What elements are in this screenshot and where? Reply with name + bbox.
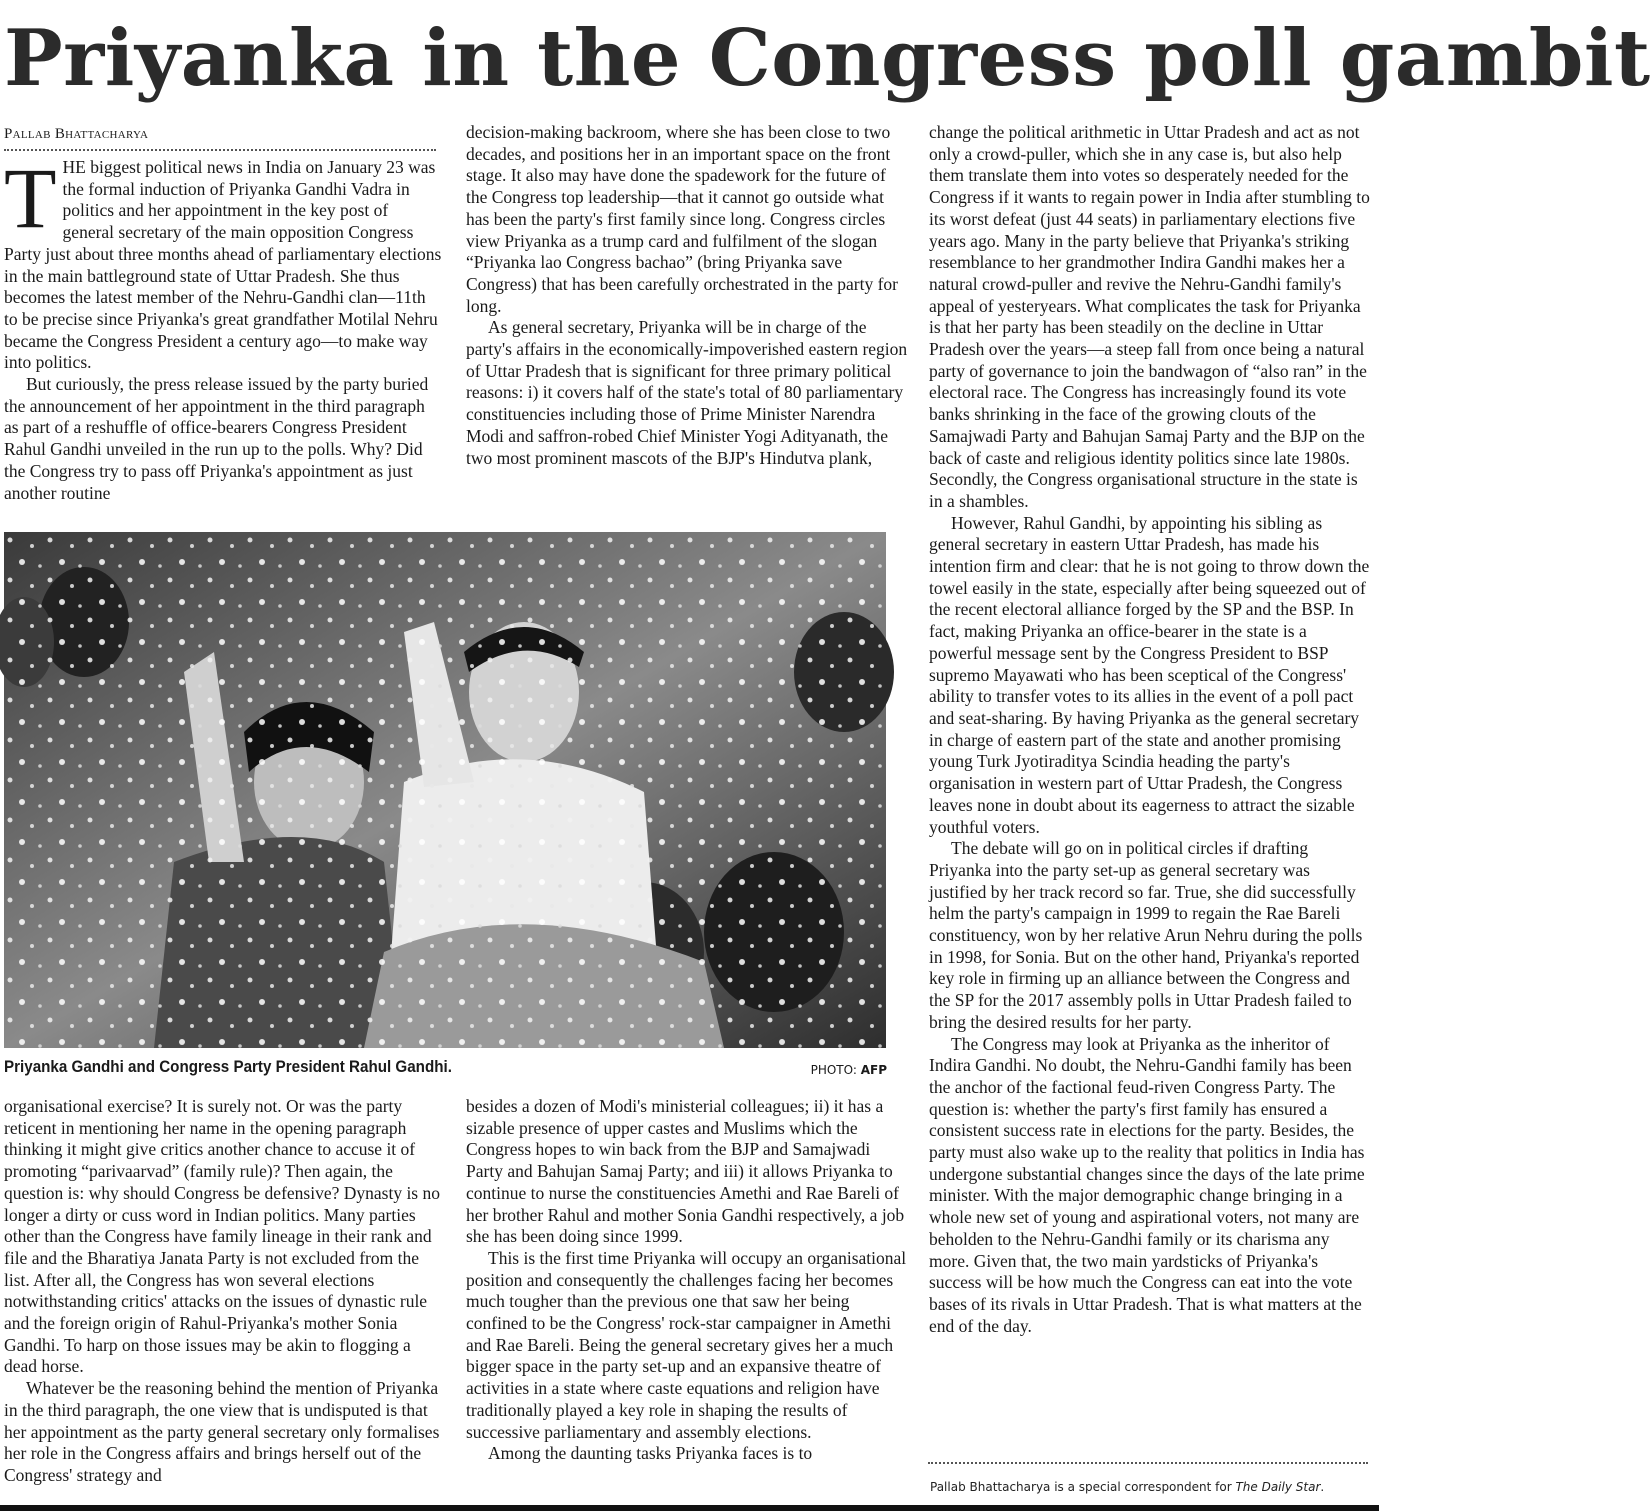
paragraph: besides a dozen of Modi's ministerial colleagues; ii) it has a sizable presence of upper castes and Muslims which the Congress hopes to win back from the BJP and Samajwadi Party and Bahujan Samaj Party; and iii) it allows Priyanka to continue to nurse the constituencies Amethi and Rae Bareli of her brother Rahul and mother Sonia Gandhi respectively, a job she has been doing since 1999. [466,1096,905,1247]
column-2-top [466,122,910,469]
author-footnote: Pallab Bhattacharya is a special correspondent for The Daily Star. [930,1480,1325,1494]
paragraph: decision-making backroom, where she has been close to two decades, and positions her in an important space on the front stage. It also may have done the spadework for the future of the Congress top leadership—that it cannot go outside what has been the party's first family since long. Congress circles view Priyanka as a trump card and fulfilment of the slogan “Priyanka lao Congress bachao” (bring Priyanka save Congress) that has been carefully orchestrated in the party for long. [466,122,898,316]
paragraph: Whatever be the reasoning behind the mention of Priyanka in the third paragraph, the one view that is undisputed is that her appointment as the party general secretary only formalises her role in the Congress affairs and brings herself out of the Congress' strategy and [4,1378,440,1485]
photo-illustration [4,532,886,1048]
byline-author: Pallab Bhattacharya [4,126,149,142]
footnote-divider [928,1462,1368,1464]
news-photo [4,532,886,1048]
page-bottom-rule [0,1505,1379,1511]
paragraph: The Congress may look at Priyanka as the inheritor of Indira Gandhi. No doubt, the Nehru-Gandhi family has been the anchor of the factional feud-riven Congress Party. The question is: whether the party's first family has ensured a consistent success rate in elections for the party. Besides, the party must also wake up to the reality that politics in India has undergone substantial changes since the days of the late prime minister. With the major demographic change bringing in a whole new set of young and aspirational voters, not many are beholden to the Nehru-Gandhi family or its charisma any more. Given that, the two main yardsticks of Priyanka's success will be how much the Congress can eat into the vote bases of its rivals in Uttar Pradesh. That is what matters at the end of the day. [929,1033,1365,1336]
column-3 [929,122,1371,1337]
drop-cap: T [4,150,57,246]
paragraph: As general secretary, Priyanka will be in charge of the party's affairs in the economically-impoverished eastern region of Uttar Pradesh that is significant for three primary political reasons: i) it covers half of the state's total of 80 parliamentary constituencies including those of Prime Minister Narendra Modi and saffron-robed Chief Minister Yogi Adityanath, the two most prominent mascots of the BJP's Hindutva plank, [466,317,908,468]
byline [4,126,436,151]
paragraph: change the political arithmetic in Uttar Pradesh and act as not only a crowd-puller, which she in any case is, but also help them translate them into votes so desperately needed for the Congress if it wants to regain power in India after stumbling to its worst defeat (just 44 seats) in parliamentary elections five years ago. Many in the party believe that Priyanka's striking resemblance to her grandmother Indira Gandhi makes her a natural crowd-puller and revive the Nehru-Gandhi family's appeal of yesteryears. What complicates the task for Priyanka is that her party has been steadily on the decline in Uttar Pradesh over the years—a steep fall from once being a natural party of governance to join the bandwagon of “also ran” in the electoral race. The Congress has increasingly found its vote banks shrinking in the face of the growing clouts of the Samajwadi Party and Bahujan Samaj Party and the BJP on the back of caste and religious identity politics since late 1980s. Secondly, the Congress organisational structure in the state is in a shambles. [929,122,1370,511]
paragraph: THE biggest political news in India on January 23 was the formal induction of Priyanka Gandhi Vadra in politics and her appointment in the key post of general secretary of the main opposition Congress Party just about three months ahead of parliamentary elections in the main battleground state of Uttar Pradesh. She thus becomes the latest member of the Nehru-Gandhi clan—11th to be precise since Priyanka's great grandfather Motilal Nehru became the Congress President a century ago—to make way into politics. [4,150,442,373]
column-1-top [4,150,442,504]
paragraph: organisational exercise? It is surely not. Or was the party reticent in mentioning her name in the opening paragraph thinking it might give critics another chance to accuse it of promoting “parivaarvad” (family rule)? Then again, the question is: why should Congress be defensive? Dynasty is no longer a dirty or cuss word in Indian politics. Many parties other than the Congress have family lineage in their rank and file and the Bharatiya Janata Party is not excluded from the list. After all, the Congress has won several elections notwithstanding critics' attacks on the issues of dynastic rule and the foreign origin of Rahul-Priyanka's mother Sonia Gandhi. To harp on those issues may be akin to flogging a dead horse. [4,1096,440,1377]
photo-credit: PHOTO: AFP [810,1063,887,1077]
column-1-bottom [4,1096,448,1487]
photo-caption: Priyanka Gandhi and Congress Party President Rahul Gandhi. [4,1058,452,1076]
column-2-bottom [466,1096,910,1465]
paragraph: Among the daunting tasks Priyanka faces is to [488,1443,813,1464]
headline: Priyanka in the Congress poll gambit [4,13,1651,104]
paragraph: The debate will go on in political circles if drafting Priyanka into the party set-up as general secretary was justified by her track record so far. True, she did successfully helm the party's campaign in 1999 to regain the Rae Bareli constituency, won by her relative Arun Nehru during the polls in 1998, for Sonia. But on the other hand, Priyanka's reported key role in firming up an alliance between the Congress and the SP for the 2017 assembly polls in Uttar Pradesh failed to bring the desired results for her party. [929,838,1363,1032]
paragraph: But curiously, the press release issued by the party buried the announcement of her appointment in the third paragraph as part of a reshuffle of office-bearers Congress President Rahul Gandhi unveiled in the run up to the polls. Why? Did the Congress try to pass off Priyanka's appointment as just another routine [4,374,429,503]
paragraph: This is the first time Priyanka will occupy an organisational position and consequently the challenges facing her becomes much tougher than the previous one that saw her being confined to be the Congress' rock-star campaigner in Amethi and Rae Bareli. Being the general secretary gives her a much bigger space in the party set-up and an expansive theatre of activities in a state where caste equations and religion have traditionally played a key role in shaping the results of successive parliamentary and assembly elections. [466,1247,907,1442]
paragraph: However, Rahul Gandhi, by appointing his sibling as general secretary in eastern Uttar Pradesh, has made his intention firm and clear: that he is not going to throw down the towel easily in the state, especially after being squeezed out of the recent electoral alliance forged by the SP and the BSP. In fact, making Priyanka an office-bearer in the state is a powerful message sent by the Congress President to BSP supremo Mayawati who has been sceptical of the Congress' ability to transfer votes to its allies in the event of a poll pact and seat-sharing. By having Priyanka as the general secretary in charge of eastern part of the state and another promising young Turk Jyotiraditya Scindia heading the party's organisation in western part of Uttar Pradesh, the Congress leaves none in doubt about its eagerness to attract the sizable youthful voters. [929,512,1370,837]
